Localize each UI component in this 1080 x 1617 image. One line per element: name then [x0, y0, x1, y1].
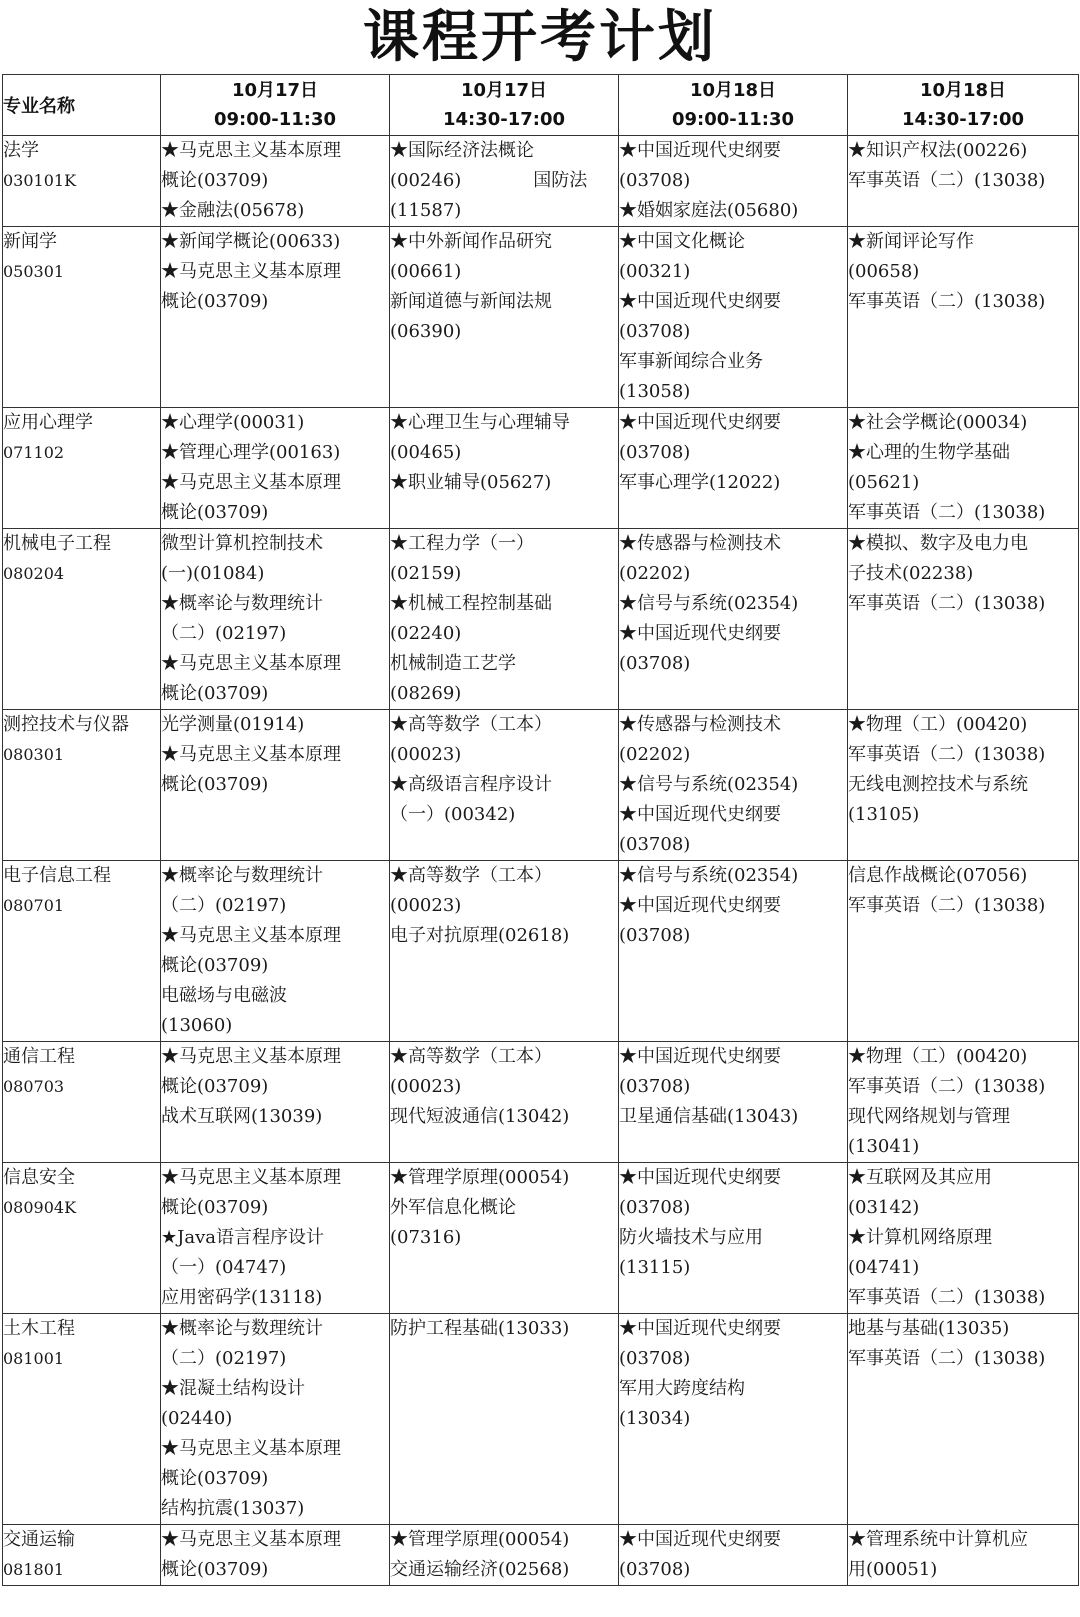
table-row [3, 136, 1079, 227]
course-line: 军事英语（二）(13038) [848, 593, 1046, 614]
course-line: (02440) [161, 1408, 233, 1429]
table-row [3, 710, 1079, 861]
course-line: ★马克思主义基本原理 [161, 1046, 341, 1067]
course-line: （二）(02197) [161, 623, 287, 644]
course-line: (07316) [390, 1227, 462, 1248]
major-code: 071102 [3, 443, 65, 462]
course-line: ★信号与系统(02354) [619, 774, 799, 795]
course-cell [390, 408, 619, 529]
course-line: 机械制造工艺学 [390, 653, 516, 674]
course-line: (03708) [619, 321, 691, 342]
course-line: ★中国近现代史纲要 [619, 1167, 781, 1188]
header-slot [161, 75, 390, 136]
course-line: 军事英语（二）(13038) [848, 1348, 1046, 1369]
course-line: ★金融法(05678) [161, 200, 305, 221]
table-row [3, 1163, 1079, 1314]
course-cell [390, 1525, 619, 1586]
course-line: 卫星通信基础(13043) [619, 1106, 799, 1127]
major-name: 电子信息工程 [3, 865, 111, 886]
table-row [3, 1314, 1079, 1525]
major-code: 081001 [3, 1349, 65, 1368]
course-cell [161, 1314, 390, 1525]
course-line: 概论(03709) [161, 683, 269, 704]
course-cell [619, 408, 848, 529]
course-line: (00321) [619, 261, 691, 282]
course-line: ★信号与系统(02354) [619, 593, 799, 614]
course-line: ★中国近现代史纲要 [619, 1046, 781, 1067]
major-cell [3, 408, 161, 529]
header-major-name: 专业名称 [3, 75, 161, 136]
course-cell [619, 1314, 848, 1525]
course-line: (02159) [390, 563, 462, 584]
course-line: 军事英语（二）(13038) [848, 291, 1046, 312]
course-cell [161, 861, 390, 1042]
course-line: 子技术(02238) [848, 563, 974, 584]
course-line: ★传感器与检测技术 [619, 714, 781, 735]
course-line: (00661) [390, 261, 462, 282]
course-line: ★马克思主义基本原理 [161, 1167, 341, 1188]
course-line: ★中国近现代史纲要 [619, 804, 781, 825]
course-cell [390, 227, 619, 408]
course-line: ★概率论与数理统计 [161, 1318, 323, 1339]
course-line: ★心理学(00031) [161, 412, 305, 433]
course-line: (00023) [390, 1076, 462, 1097]
course-line: 防火墙技术与应用 [619, 1227, 763, 1248]
table-body [3, 136, 1079, 1586]
course-line: (02240) [390, 623, 462, 644]
course-line: 军事英语（二）(13038) [848, 502, 1046, 523]
course-line: ★婚姻家庭法(05680) [619, 200, 799, 221]
course-line: (03708) [619, 170, 691, 191]
course-line: ★心理的生物学基础 [848, 442, 1010, 463]
course-line: ★信号与系统(02354) [619, 865, 799, 886]
course-cell [619, 227, 848, 408]
course-line: 概论(03709) [161, 1076, 269, 1097]
course-line: 新闻道德与新闻法规 [390, 291, 552, 312]
course-cell [390, 861, 619, 1042]
course-line: ★互联网及其应用 [848, 1167, 992, 1188]
course-line: (03708) [619, 1348, 691, 1369]
course-line: (02202) [619, 563, 691, 584]
course-cell [848, 529, 1079, 710]
course-line: 微型计算机控制技术 [161, 533, 323, 554]
course-line: ★高等数学（工本） [390, 714, 552, 735]
major-code: 081801 [3, 1560, 65, 1579]
course-line: ★传感器与检测技术 [619, 533, 781, 554]
course-line: ★新闻评论写作 [848, 231, 974, 252]
course-line: ★中国文化概论 [619, 231, 745, 252]
course-line: ★中国近现代史纲要 [619, 623, 781, 644]
major-cell [3, 1314, 161, 1525]
course-cell [848, 710, 1079, 861]
exam-schedule-table [2, 74, 1079, 1586]
course-line: ★知识产权法(00226) [848, 140, 1028, 161]
course-line: ★马克思主义基本原理 [161, 925, 341, 946]
course-cell [848, 1042, 1079, 1163]
course-cell [161, 710, 390, 861]
course-line: 地基与基础(13035) [848, 1318, 1010, 1339]
course-line: ★计算机网络原理 [848, 1227, 992, 1248]
course-line: ★马克思主义基本原理 [161, 140, 341, 161]
header-slot-date: 10月17日 [460, 80, 548, 101]
course-line: ★中国近现代史纲要 [619, 1318, 781, 1339]
major-name: 机械电子工程 [3, 533, 111, 554]
major-code: 080904K [3, 1198, 77, 1217]
course-line: ★职业辅导(05627) [390, 472, 552, 493]
course-cell [619, 529, 848, 710]
major-name: 交通运输 [3, 1529, 75, 1550]
course-line: (05621) [848, 472, 920, 493]
course-cell [161, 1525, 390, 1586]
course-line: 交通运输经济(02568) [390, 1559, 570, 1580]
course-cell [161, 227, 390, 408]
course-cell [848, 408, 1079, 529]
major-code: 080703 [3, 1077, 65, 1096]
course-line: (04741) [848, 1257, 920, 1278]
course-line: 军事英语（二）(13038) [848, 744, 1046, 765]
course-line: (03708) [619, 653, 691, 674]
major-code: 080701 [3, 896, 65, 915]
course-line: (一)(01084) [161, 563, 265, 584]
header-slot-date: 10月18日 [919, 80, 1007, 101]
table-row [3, 861, 1079, 1042]
course-line: 用(00051) [848, 1559, 938, 1580]
header-slot-time: 14:30-17:00 [442, 109, 566, 130]
course-line: (03708) [619, 925, 691, 946]
table-row [3, 227, 1079, 408]
course-line: ★中国近现代史纲要 [619, 291, 781, 312]
course-line: ★国际经济法概论 [390, 140, 534, 161]
major-code: 050301 [3, 262, 65, 281]
major-name: 土木工程 [3, 1318, 75, 1339]
course-line: (03708) [619, 1076, 691, 1097]
course-line: 战术互联网(13039) [161, 1106, 323, 1127]
course-line: ★工程力学（一） [390, 533, 534, 554]
course-line: ★Java语言程序设计 [161, 1227, 324, 1248]
course-line: ★社会学概论(00034) [848, 412, 1028, 433]
course-line: ★中国近现代史纲要 [619, 140, 781, 161]
major-name: 新闻学 [3, 231, 57, 252]
course-line: 现代短波通信(13042) [390, 1106, 570, 1127]
major-code: 030101K [3, 171, 77, 190]
course-line: (08269) [390, 683, 462, 704]
major-name: 通信工程 [3, 1046, 75, 1067]
header-slot-time: 09:00-11:30 [213, 109, 337, 130]
course-cell [619, 1163, 848, 1314]
course-line: ★中国近现代史纲要 [619, 895, 781, 916]
course-line: ★物理（工）(00420) [848, 1046, 1028, 1067]
course-line: ★模拟、数字及电力电 [848, 533, 1028, 554]
course-line: 概论(03709) [161, 955, 269, 976]
course-line: ★中外新闻作品研究 [390, 231, 552, 252]
course-cell [161, 529, 390, 710]
course-line: ★概率论与数理统计 [161, 865, 323, 886]
header-slot [848, 75, 1079, 136]
major-name: 信息安全 [3, 1167, 75, 1188]
course-cell [390, 710, 619, 861]
header-slot-time: 09:00-11:30 [671, 109, 795, 130]
major-name: 应用心理学 [3, 412, 93, 433]
course-line: 概论(03709) [161, 1197, 269, 1218]
major-cell [3, 1042, 161, 1163]
table-row [3, 1525, 1079, 1586]
course-cell [848, 1525, 1079, 1586]
course-line: ★高等数学（工本） [390, 1046, 552, 1067]
course-line: ★马克思主义基本原理 [161, 1529, 341, 1550]
course-line: ★管理心理学(00163) [161, 442, 341, 463]
course-line: ★管理系统中计算机应 [848, 1529, 1028, 1550]
course-cell [619, 136, 848, 227]
major-cell [3, 710, 161, 861]
course-line: (00246) 国防法 [390, 170, 588, 191]
course-line: ★马克思主义基本原理 [161, 1438, 341, 1459]
table-row [3, 1042, 1079, 1163]
course-line: （二）(02197) [161, 1348, 287, 1369]
course-line: (03708) [619, 834, 691, 855]
course-line: ★新闻学概论(00633) [161, 231, 341, 252]
course-line: (11587) [390, 200, 462, 221]
course-line: 概论(03709) [161, 502, 269, 523]
course-cell [848, 1314, 1079, 1525]
course-line: （二）(02197) [161, 895, 287, 916]
course-line: 军事英语（二）(13038) [848, 1287, 1046, 1308]
course-line: 电子对抗原理(02618) [390, 925, 570, 946]
major-cell [3, 529, 161, 710]
course-line: (13115) [619, 1257, 691, 1278]
course-line: 军事英语（二）(13038) [848, 170, 1046, 191]
major-cell [3, 861, 161, 1042]
course-line: (03708) [619, 1197, 691, 1218]
table-row [3, 408, 1079, 529]
course-line: (00658) [848, 261, 920, 282]
major-code: 080204 [3, 564, 65, 583]
major-cell [3, 1525, 161, 1586]
course-line: 概论(03709) [161, 291, 269, 312]
course-line: 军事英语（二）(13038) [848, 895, 1046, 916]
course-line: (13105) [848, 804, 920, 825]
course-line: 概论(03709) [161, 774, 269, 795]
course-line: (03708) [619, 1559, 691, 1580]
course-cell [390, 1163, 619, 1314]
course-line: (13060) [161, 1015, 233, 1036]
course-line: 防护工程基础(13033) [390, 1318, 570, 1339]
header-slot [619, 75, 848, 136]
header-slot-date: 10月18日 [689, 80, 777, 101]
course-cell [619, 1525, 848, 1586]
header-slot [390, 75, 619, 136]
course-line: (02202) [619, 744, 691, 765]
course-cell [161, 1163, 390, 1314]
course-line: ★概率论与数理统计 [161, 593, 323, 614]
course-line: ★马克思主义基本原理 [161, 261, 341, 282]
major-name: 测控技术与仪器 [3, 714, 129, 735]
course-line: ★马克思主义基本原理 [161, 653, 341, 674]
major-cell [3, 1163, 161, 1314]
major-name: 法学 [3, 140, 39, 161]
major-cell [3, 227, 161, 408]
course-line: ★混凝土结构设计 [161, 1378, 305, 1399]
course-cell [390, 1314, 619, 1525]
course-line: ★马克思主义基本原理 [161, 472, 341, 493]
course-cell [848, 227, 1079, 408]
course-line: (06390) [390, 321, 462, 342]
course-cell [161, 136, 390, 227]
course-cell [619, 861, 848, 1042]
course-line: (00465) [390, 442, 462, 463]
course-line: 电磁场与电磁波 [161, 985, 287, 1006]
page-title: 课程开考计划 [363, 5, 717, 70]
course-line: ★机械工程控制基础 [390, 593, 552, 614]
header-slot-date: 10月17日 [231, 80, 319, 101]
course-line: 信息作战概论(07056) [848, 865, 1028, 886]
course-cell [390, 1042, 619, 1163]
course-cell [161, 1042, 390, 1163]
course-cell [848, 861, 1079, 1042]
course-cell [848, 1163, 1079, 1314]
course-line: 无线电测控技术与系统 [848, 774, 1028, 795]
course-line: 军事英语（二）(13038) [848, 1076, 1046, 1097]
course-line: ★物理（工）(00420) [848, 714, 1028, 735]
course-cell [390, 529, 619, 710]
course-line: (03708) [619, 442, 691, 463]
course-cell [390, 136, 619, 227]
course-line: (00023) [390, 895, 462, 916]
course-line: 概论(03709) [161, 1559, 269, 1580]
course-cell [161, 408, 390, 529]
course-line: 外军信息化概论 [390, 1197, 516, 1218]
course-line: ★管理学原理(00054) [390, 1167, 570, 1188]
course-line: （一）(00342) [390, 804, 516, 825]
course-line: （一）(04747) [161, 1257, 287, 1278]
course-line: ★高等数学（工本） [390, 865, 552, 886]
course-line: (13041) [848, 1136, 920, 1157]
course-cell [619, 1042, 848, 1163]
course-line: 结构抗震(13037) [161, 1498, 305, 1519]
course-line: (13034) [619, 1408, 691, 1429]
major-code: 080301 [3, 745, 65, 764]
header-slot-time: 14:30-17:00 [901, 109, 1025, 130]
course-cell [619, 710, 848, 861]
course-line: ★中国近现代史纲要 [619, 1529, 781, 1550]
table-row [3, 529, 1079, 710]
course-line: (03142) [848, 1197, 920, 1218]
course-line: 应用密码学(13118) [161, 1287, 323, 1308]
course-line: (13058) [619, 381, 691, 402]
course-cell [848, 136, 1079, 227]
table-header-row [3, 75, 1079, 136]
major-cell [3, 136, 161, 227]
course-line: ★心理卫生与心理辅导 [390, 412, 570, 433]
course-line: 军用大跨度结构 [619, 1378, 745, 1399]
course-line: ★中国近现代史纲要 [619, 412, 781, 433]
course-line: 光学测量(01914) [161, 714, 305, 735]
course-line: (00023) [390, 744, 462, 765]
course-line: ★管理学原理(00054) [390, 1529, 570, 1550]
course-line: 军事心理学(12022) [619, 472, 781, 493]
course-line: 现代网络规划与管理 [848, 1106, 1010, 1127]
course-line: ★高级语言程序设计 [390, 774, 552, 795]
course-line: 概论(03709) [161, 1468, 269, 1489]
course-line: ★马克思主义基本原理 [161, 744, 341, 765]
course-line: 概论(03709) [161, 170, 269, 191]
course-line: 军事新闻综合业务 [619, 351, 763, 372]
